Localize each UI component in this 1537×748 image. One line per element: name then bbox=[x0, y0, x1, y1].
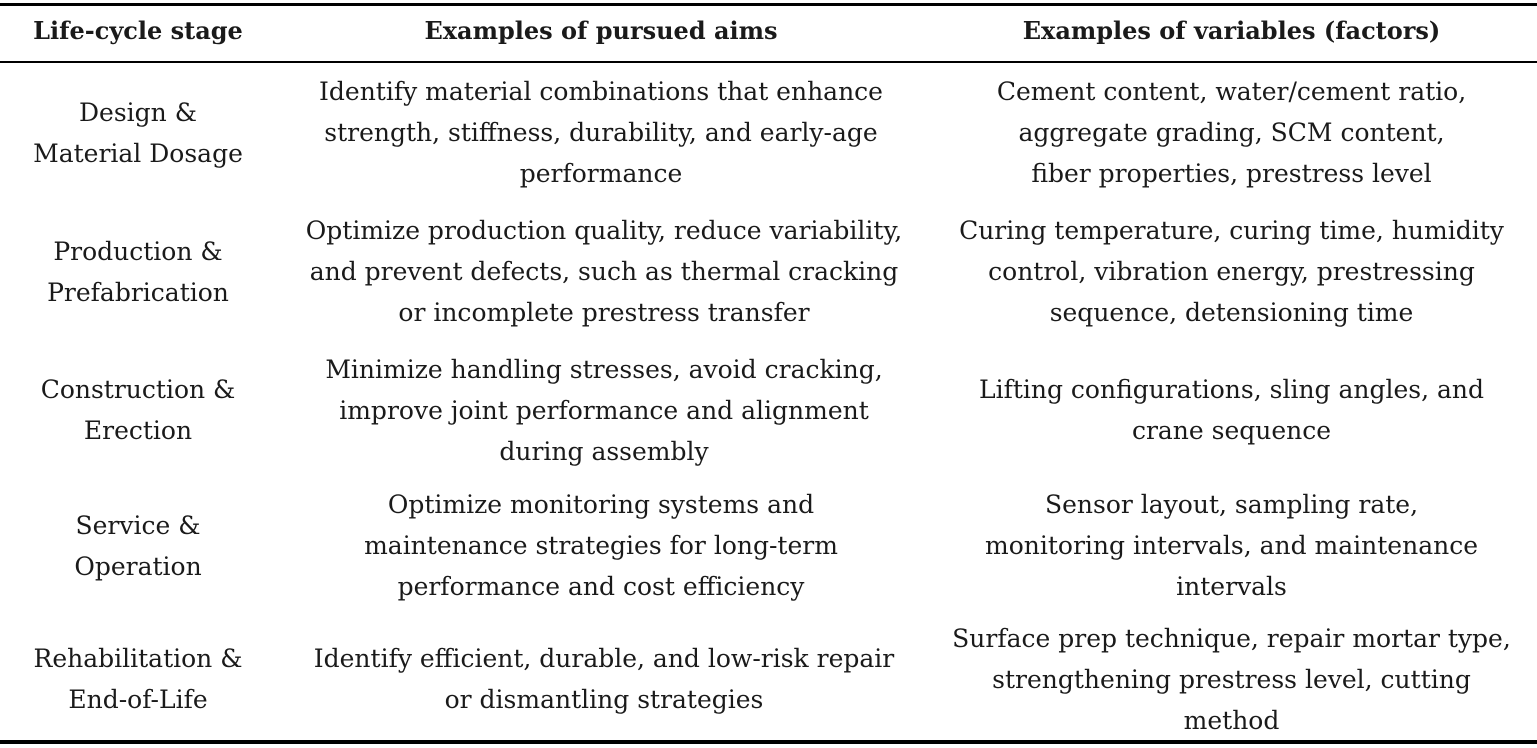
header-row bbox=[0, 0, 1537, 63]
table-row bbox=[0, 341, 1537, 479]
aims-cell bbox=[276, 479, 926, 612]
table-body bbox=[0, 63, 1537, 746]
table-row bbox=[0, 63, 1537, 202]
aims-text: Identify efficient, durable, and low-risk repair or dismantling strategies bbox=[313, 644, 895, 714]
aims-text: Identify material combinations that enhance strength, stiffness, durability, and early-age performance bbox=[319, 77, 883, 188]
aims-text: Optimize monitoring systems and maintenance strategies for long-term performance and cost efficiency bbox=[364, 490, 838, 601]
variables-cell bbox=[926, 202, 1537, 341]
stage-text: Design & Material Dosage bbox=[33, 97, 243, 168]
stage-text: Service & Operation bbox=[74, 510, 202, 581]
aims-text: Optimize production quality, reduce variability, and prevent defects, such as thermal cracking or incomplete prestress transfer bbox=[305, 216, 903, 327]
stage-text: Production & Prefabrication bbox=[47, 236, 229, 307]
aims-cell bbox=[276, 202, 926, 341]
table-row bbox=[0, 479, 1537, 612]
aims-cell bbox=[276, 612, 926, 746]
table-header bbox=[0, 0, 1537, 63]
stage-cell bbox=[0, 612, 276, 746]
table-row bbox=[0, 202, 1537, 341]
variables-text: Cement content, water/cement ratio, aggregate grading, SCM content, fiber properties, prestress level bbox=[996, 77, 1467, 188]
variables-cell bbox=[926, 63, 1537, 202]
variables-text: Surface prep technique, repair mortar type, strengthening prestress level, cutting method bbox=[952, 623, 1511, 735]
stage-text: Construction & Erection bbox=[40, 375, 236, 445]
stage-cell bbox=[0, 341, 276, 479]
variables-cell bbox=[926, 479, 1537, 612]
variables-text: Lifting configurations, sling angles, and crane sequence bbox=[978, 375, 1485, 445]
header-variables: Examples of variables (factors) bbox=[1022, 16, 1441, 46]
header-lifecycle-stage: Life-cycle stage bbox=[33, 16, 243, 46]
stage-text: Rehabilitation & End-of-Life bbox=[33, 644, 243, 714]
stage-cell bbox=[0, 479, 276, 612]
stage-cell bbox=[0, 63, 276, 202]
variables-text: Curing temperature, curing time, humidity control, vibration energy, prestressing sequence, detensioning time bbox=[959, 216, 1504, 327]
table-row bbox=[0, 612, 1537, 746]
aims-text: Minimize handling stresses, avoid cracking, improve joint performance and alignment during assembly bbox=[325, 354, 883, 466]
variables-cell bbox=[926, 341, 1537, 479]
stage-cell bbox=[0, 202, 276, 341]
aims-cell bbox=[276, 341, 926, 479]
variables-text: Sensor layout, sampling rate, monitoring intervals, and maintenance intervals bbox=[985, 490, 1478, 601]
aims-cell bbox=[276, 63, 926, 202]
variables-cell bbox=[926, 612, 1537, 746]
header-pursued-aims: Examples of pursued aims bbox=[424, 16, 778, 46]
